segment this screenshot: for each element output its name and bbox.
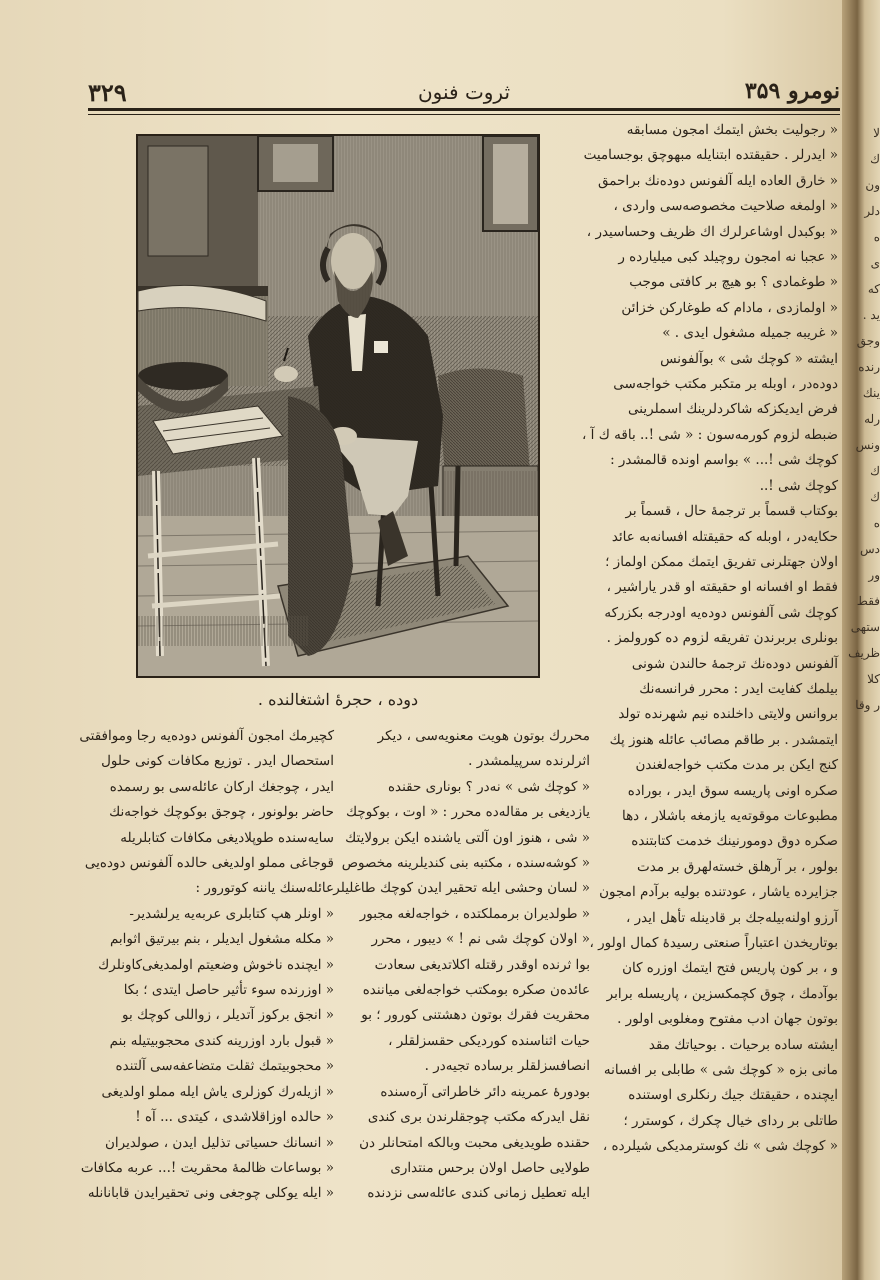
page-number: ۳۲۹ (88, 78, 127, 107)
text-column-middle (333, 724, 590, 1207)
text-line: بروانس ولایتی داخلنده نیم شهرنده تولد (618, 706, 838, 723)
text-line: کوچك شی !.. (759, 477, 838, 494)
facing-page-fragment (848, 120, 880, 1220)
facing-page-text: ور (868, 568, 880, 582)
text-line: « محجوبیتمك ثقلت متضاعفه‌سی آلتنده (115, 1058, 334, 1075)
text-line: « عجبا نه امجون روچیلد کبی میلیارده ر (618, 249, 838, 266)
text-line: « ایله یوکلی چوجغی ونی تحقیرایدن قابانانله (87, 1185, 334, 1202)
text-line: صکره اونی پاریسه سوق ایدر ، بوراده (627, 782, 838, 799)
text-line: استحصال ایدر . توزیع مکافات کونی حلول (101, 753, 334, 770)
text-line: بودورهٔ عمرینه دائر خاطراتی آره‌سنده (380, 1083, 590, 1100)
text-line: بوا ثرنده اوقدر رقتله اکلاتدیغی سعادت (374, 956, 590, 973)
text-line: ایتمشدر . بر طاقم مصائب عائله هنوز پك (609, 731, 838, 748)
text-line: « انسانك حسیاتی تذلیل ایدن ، صولدیران (104, 1134, 334, 1151)
text-line: نقل ایدرکه مکتب چوجقلرندن بری کندی (367, 1109, 590, 1126)
text-line: دوده‌در ، اوبله بر متکبر مکتب خواجه‌سی (613, 376, 838, 393)
text-line: « طوغمادی ؟ بو هیچ بر کافتی موجب (629, 274, 838, 291)
text-line: ایشته ساده برحیات . بوحیاتك مقد (648, 1036, 838, 1053)
text-line: « کوشه‌سنده ، مکتبه بنی کندیلرینه مخصوص (341, 855, 590, 872)
text-column-left (79, 724, 334, 1207)
text-line: طولایی حاصل اولان برحس منتداری (390, 1159, 590, 1176)
text-line: « اونلر هپ کتابلری عربه‌یه یرلشدیر- (129, 905, 334, 922)
text-line: « اولان کوچك شی نم ! » دیبور ، محرر (371, 931, 590, 948)
facing-page-text: ى (870, 256, 880, 270)
text-line: طاتلی بر ردای خیال چکرك ، کوسترر ؛ (623, 1112, 838, 1129)
text-line: اثرلرنده سرپیلمشدر . (468, 753, 590, 770)
text-line: حاضر بولونور ، چوجق بوکوچك خواجه‌نك (109, 804, 334, 821)
facing-page-text: ظريف (848, 646, 880, 660)
facing-page-text: ستهى (850, 620, 880, 634)
facing-page-text: ون (865, 178, 880, 192)
text-line: « اولمازدی ، مادام که طوغارکن خزائن (621, 299, 838, 316)
text-line: حقنده طویدیغی محبت وبالکه امتحانلر دن (359, 1134, 590, 1151)
text-line: و ، بر کون پاریس فتح ایتمك اوزره کان (622, 960, 838, 977)
text-line: کنج ایکن بر مدت مکتب خواجه‌لغندن (635, 757, 838, 774)
facing-page-text: ك (870, 152, 880, 166)
facing-page-text: رنده (858, 360, 880, 374)
text-line: « اوزرنده سوء تأثیر حاصل ایتدی ؛ بکا (123, 982, 334, 999)
facing-page-text: ك (870, 464, 880, 478)
facing-page-text: وجق (856, 334, 880, 348)
facing-page-text: دلر (864, 204, 880, 218)
text-line: « کوچك شی » نك کوسترمدیکی شیلرده ، (602, 1138, 838, 1155)
text-line: « مکله مشغول ایدیلر ، بنم بیرتیق اثوابم (109, 931, 334, 948)
engraving-svg (138, 136, 538, 676)
facing-page-text: ر وقا (855, 698, 880, 712)
text-line: « غریبه جمیله مشغول ایدی . » (662, 325, 838, 342)
text-line: فقط او افسانه او حقیقته او قدر یاراشیر ، (606, 579, 838, 596)
facing-page-text: ونس (855, 438, 880, 452)
text-line: ایدر ، چوجغك ارکان عائله‌سی بو رسمده (109, 778, 334, 795)
facing-page-text: يد . (862, 308, 880, 322)
text-line: مطبوعات موقوته‌یه یازمغه باشلار ، دها (621, 807, 838, 824)
facing-page-text: رله (864, 412, 880, 426)
facing-page-text: كلا (867, 672, 880, 686)
text-line: « ایدرلر . حقیقتده ابتنایله مبهوچق بوجسامیت (583, 147, 838, 164)
text-line: محقریت فقرك بوتون دهشتنی کورور ؛ بو (361, 1007, 590, 1024)
text-line: « شی ، هنوز اون آلتی یاشنده ایکن برولایتك (345, 829, 590, 846)
issue-label: نومرو ۳۵۹ (744, 78, 840, 104)
text-line: « رجولیت بخش ایتمك امجون مسابقه (626, 122, 838, 138)
text-line: کچیرمك امجون آلفونس دوده‌یه رجا وموافقتی (79, 728, 334, 744)
text-line: ایچنده ، حقیقتك جیك رنکلری اوستنده (628, 1087, 838, 1104)
text-line: آلفونس دوده‌نك ترجمهٔ حالندن شونی (631, 655, 838, 672)
text-line: بیلمك کفایت ایدر : محرر فرانسه‌نك (639, 680, 838, 697)
text-line: جزایرده یاشار ، عودتنده بولیه برآدم امجون (599, 884, 838, 901)
text-line: « بوکبدل اوشاعرلرك اك ظریف وحساسیدر ، (586, 223, 838, 240)
text-line: « کوچك شی » نه‌در ؟ بوناری حقنده (387, 778, 590, 795)
text-line: « طولدیران برمملکتده ، خواجه‌لغه مجبور (359, 905, 590, 922)
text-line: « ازیله‌رك کوزلری یاش ایله مملو اولدیغی (101, 1083, 334, 1100)
text-line: « قبول بارد اوزرینه کندی محجوبیتیله بنم (109, 1032, 334, 1049)
running-header (88, 78, 840, 108)
text-line: بولور ، بر آرهلق خسته‌لهرق بر مدت (637, 858, 838, 875)
facing-page-text: ينك (862, 386, 880, 400)
text-line: کوچك شی آلفونس دوده‌یه اودرجه بکزرکه (604, 604, 838, 621)
text-line: ایشته « کوچك شی » بوآلفونس (660, 350, 838, 367)
text-line: « ایچنده ناخوش وضعیتم اولمدیغی‌کاونلرك (98, 956, 334, 973)
facing-page-text: لا (873, 126, 880, 140)
text-line: « بوساعات ظالمهٔ محقریت !... عربه مکافات (80, 1159, 334, 1176)
text-line: « حالده اوزاقلاشدی ، کیتدی ... آه ! (135, 1109, 334, 1126)
text-line: مانی بزه « کوچك شی » طابلی بر افسانه (603, 1062, 838, 1079)
text-line: سایه‌سنده طوپلادیغی مکافات کتابلریله (120, 829, 334, 846)
facing-page-text: ه (873, 516, 880, 530)
header-rule-thin (88, 114, 840, 115)
text-line: بوآدمك ، چوق کچمکسزین ، پاریسله برابر (606, 985, 838, 1002)
header-rule (88, 108, 840, 111)
text-line: قوجاغی مملو اولدیغی حالده آلفونس دوده‌یی (84, 855, 334, 872)
facing-page-text: ه (873, 230, 880, 244)
text-line: انصافسزلقلر برساده تجیه‌در . (424, 1058, 590, 1075)
text-line: فرض ایدیکزکه شاکردلرینك اسملرینی (628, 401, 838, 418)
text-line: « خارق العاده ایله آلفونس دوده‌نك براحمق (597, 172, 838, 189)
text-line: « اولمغه صلاحیت مخصوصه‌سی واردی ، (613, 198, 838, 215)
text-line: محررك بوتون هویت معنویه‌سی ، دیکر (377, 728, 590, 744)
text-line: « لسان وحشی ایله تحقیر ایدن کوچك طاغلیلر (333, 880, 590, 897)
text-line: بونلری بربرندن تفریقه لزوم ده کورولمز . (606, 630, 838, 647)
text-line: عائده‌ن صکره بومکتب خواجه‌لغی میاننده (362, 982, 590, 999)
text-line: ایله تعطیل زمانی کندی عائله‌سی نزدنده (367, 1185, 590, 1202)
text-line: کوچك شی !... » بواسم اونده قالمشدر : (610, 452, 838, 469)
text-line: اولان جهتلرنی تفریق ایتمك ممکن اولماز ؛ (605, 553, 838, 570)
text-line: « انجق برکوز آتدیلر ، زواللی کوچك بو (121, 1007, 334, 1024)
facing-page-text: كه (867, 282, 880, 296)
text-line: بوکتاب قسماً بر ترجمهٔ حال ، قسماً بر (625, 503, 838, 520)
facing-page-text: فقط (856, 594, 880, 608)
text-line: حیات اثناسنده کوردیکی حقسزلقلر ، (388, 1032, 590, 1049)
engraving-illustration (136, 134, 540, 678)
text-line: حکایه‌در ، اوبله که حقیقتله افسانه‌به عائد (611, 528, 838, 545)
text-line: عائله‌سنك یاننه کوتورور : (195, 880, 334, 897)
text-line: بوتاریخدن اعتباراً صنعتی رسیدهٔ کمال اولور ، (589, 935, 838, 951)
text-line: ضبطه لزوم کورمه‌سون : « شی !.. باقه ك آ ، (582, 426, 838, 443)
text-line: یازدیغی بر مقاله‌ده محرر : « اوت ، بوکوچك (346, 804, 590, 821)
text-line: آرزو اولنه‌بیله‌جك بر قادینله تأهل ایدر ، (625, 909, 838, 926)
text-line: صکره دوق دومورنینك خدمت کتابتنده (631, 833, 838, 850)
facing-page-text: دس (860, 542, 880, 556)
text-line: بوتون جهان ادب مفتوح ومغلوبی اولور . (617, 1011, 838, 1028)
text-column-right (582, 118, 838, 1160)
facing-page-text: ك (870, 490, 880, 504)
journal-title: ثروت فنون (417, 80, 511, 104)
illustration-caption: دوده ، حجرهٔ اشتغالنده . (257, 690, 419, 709)
